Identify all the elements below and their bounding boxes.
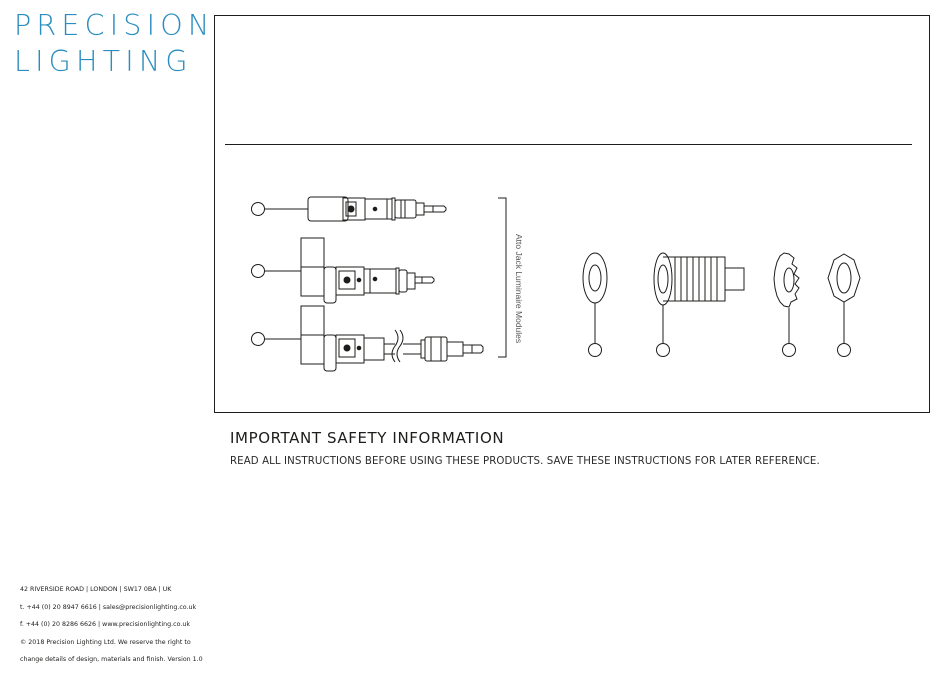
module-group-label: Atto Jack Luminaire Modules: [514, 234, 524, 344]
right-angle-module: [252, 238, 435, 303]
company-footer: [20, 585, 203, 673]
washer-part: [583, 253, 607, 357]
module-group-bracket: [498, 198, 506, 357]
footer-copyright: © 2018 Precision Lighting Ltd. We reserve the right to: [20, 638, 191, 646]
product-diagram-frame: [214, 15, 930, 413]
logo-line-2: LIGHTING: [14, 44, 193, 78]
footer-fax: f. +44 (0) 20 8286 6626 | www.precisionlighting.co.uk: [20, 621, 190, 629]
footer-phone: t. +44 (0) 20 8947 6616 | sales@precisionlighting.co.uk: [20, 603, 197, 611]
logo-line-1: PRECISION: [14, 9, 215, 42]
brand-logo: [14, 9, 215, 78]
footer-address: 42 RIVERSIDE ROAD | LONDON | SW17 0BA | UK: [20, 586, 172, 593]
footer-disclaimer: change details of design, materials and finish. Version 1.0: [20, 656, 203, 664]
safety-heading: IMPORTANT SAFETY INFORMATION: [230, 429, 505, 447]
straight-module: [252, 197, 447, 221]
hex-nut-part: [828, 254, 860, 357]
cable-module: [252, 306, 484, 371]
safety-instructions: READ ALL INSTRUCTIONS BEFORE USING THESE PRODUCTS. SAVE THESE INSTRUCTIONS FOR LATER REFERENCE.: [230, 456, 820, 467]
exploded-parts-diagram: [215, 16, 929, 412]
threaded-bush-part: [654, 253, 744, 357]
lock-washer-part: [774, 253, 799, 357]
